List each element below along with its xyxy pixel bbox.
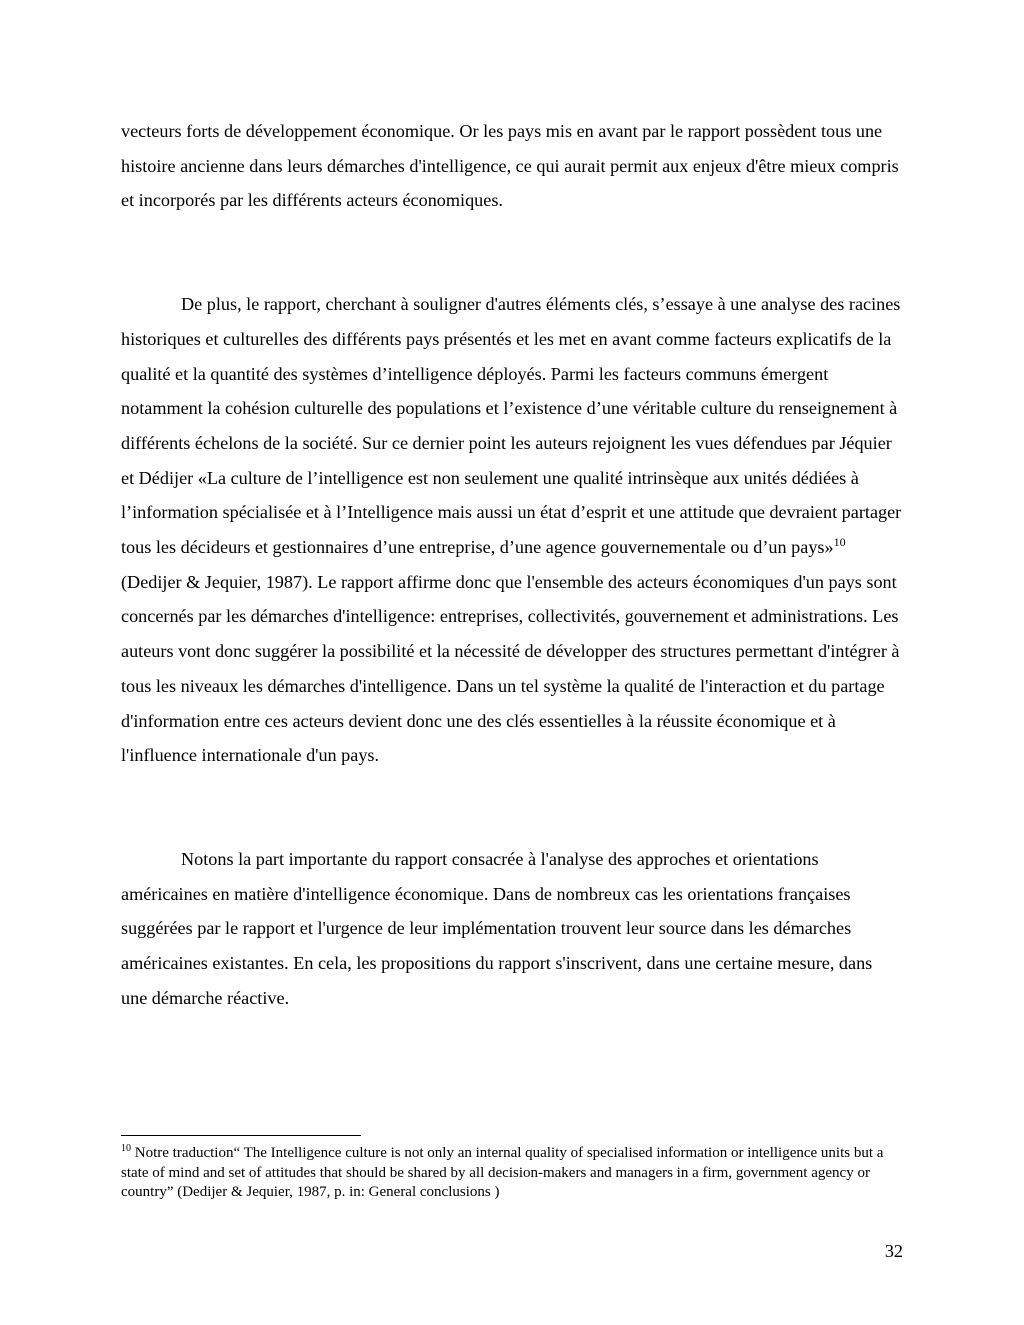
footnote <box>121 1144 903 1203</box>
footnote-text: Notre traduction“ The Intelligence culture is not only an internal quality of specialised information or intelligence units but a state of mind and set of attitudes that should be shared by all decision-makers and managers in a firm, government agency or country” (Dedijer & Jequier, 1987, p. in: General conclusions ) <box>121 1145 884 1200</box>
paragraph-3-text: Notons la part importante du rapport consacrée à l'analyse des approches et orientations américaines en matière d'intelligence économique. Dans de nombreux cas les orientations françaises suggérées par le rapport et l'urgence de leur implémentation trouvent leur source dans les démarches américaines existantes. En cela, les propositions du rapport s'inscrivent, dans une certaine mesure, dans une démarche réactive. <box>121 848 873 1008</box>
footnote-separator <box>121 1135 361 1136</box>
paragraph-culture-intelligence <box>121 287 903 773</box>
paragraph-2-text-start: De plus, le rapport, cherchant à souligner d'autres éléments clés, s’essaye à une analyse des racines historiques et culturelles des différents pays présentés et les met en avant comme facteurs explicatifs de la qualité et la quantité des systèmes d’intelligence déployés. Parmi les facteurs communs émergent notamment la cohésion culturelle des populations et l’existence d’une véritable culture du renseignement à différents échelons de la société. Sur ce dernier point les auteurs rejoignent les vues défendues par Jéquier et Dédijer «La culture de l’intelligence est non seulement une qualité intrinsèque aux unités dédiées à l’information spécialisée et à l’Intelligence mais aussi un état d’esprit et une attitude que devraient partager tous les décideurs et gestionnaires d’une entreprise, d’une agence gouvernementale ou d’un pays» <box>121 294 902 558</box>
paragraph-1-text: vecteurs forts de développement économique. Or les pays mis en avant par le rapport possèdent tous une histoire ancienne dans leurs démarches d'intelligence, ce qui aurait permit aux enjeux d'être mieux compris et incorporés par les différents acteurs économiques. <box>121 121 899 211</box>
footnote-reference[interactable]: 10 <box>833 534 846 549</box>
paragraph-2-text-end: (Dedijer & Jequier, 1987). Le rapport affirme donc que l'ensemble des acteurs économiques d'un pays sont concernés par les démarches d'intelligence: entreprises, collectivités, gouvernement et administrations. Les auteurs vont donc suggérer la possibilité et la nécessité de développer des structures permettant d'intégrer à tous les niveaux les démarches d'intelligence. Dans un tel système la qualité de l'interaction et du partage d'information entre ces acteurs devient donc une des clés essentielles à la réussite économique et à l'influence internationale d'un pays. <box>121 571 900 766</box>
page-number: 32 <box>884 1241 903 1261</box>
page-body <box>121 114 903 1015</box>
paragraph-american-approaches <box>121 842 903 1016</box>
footnote-number: 10 <box>121 1143 131 1154</box>
paragraph-continuation <box>121 114 903 218</box>
